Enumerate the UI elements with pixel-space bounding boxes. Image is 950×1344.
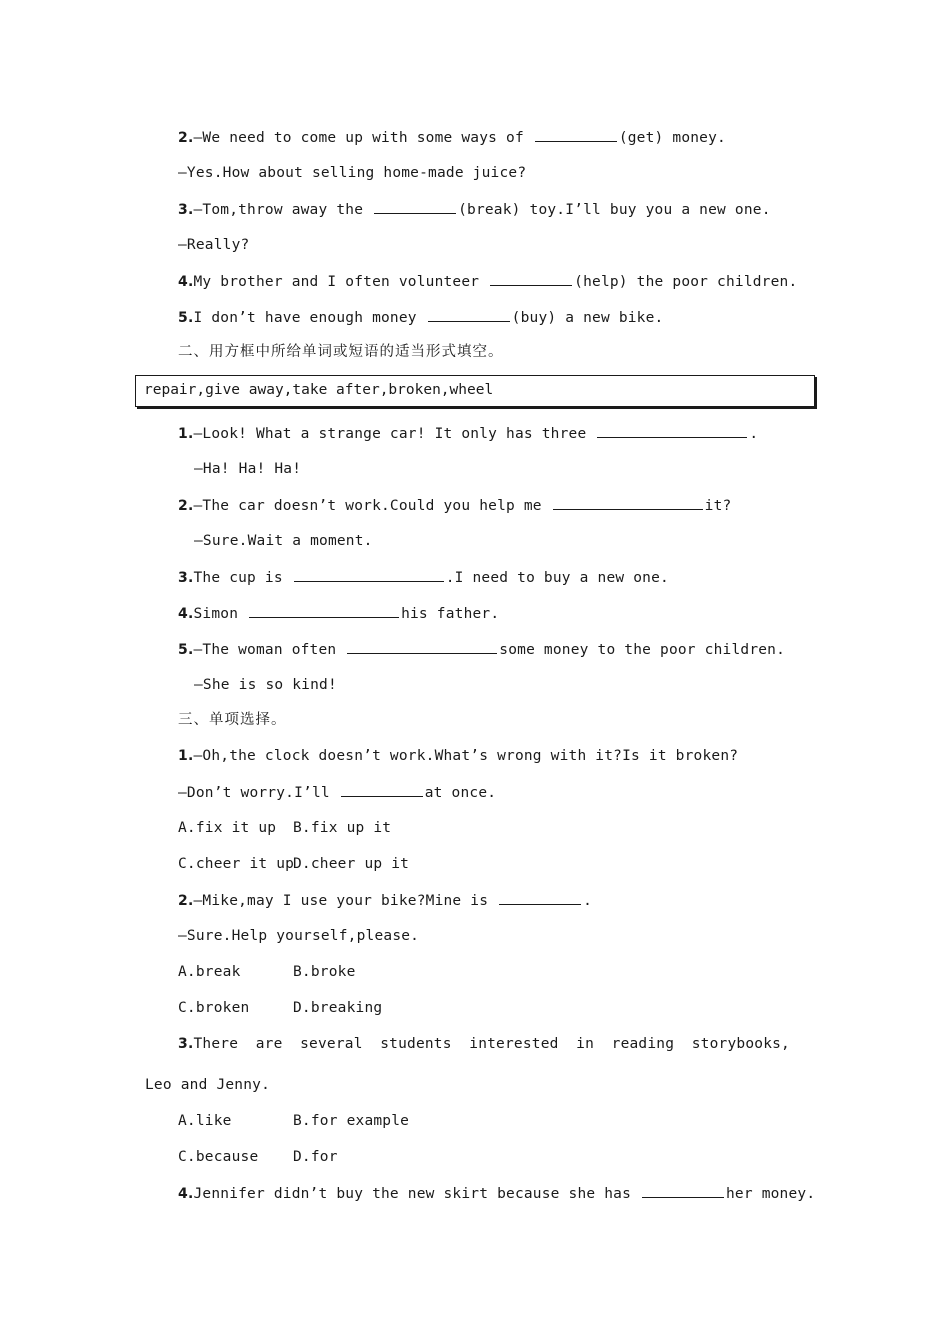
section2-heading: 二、用方框中所给单词或短语的适当形式填空。 <box>178 344 504 360</box>
option-d[interactable]: D.cheer up it <box>293 856 410 872</box>
word-box <box>135 375 815 407</box>
s3-q4-line: 4.Jennifer didn’t buy the new skirt because she has her money. <box>178 1183 815 1204</box>
answer-blank[interactable] <box>374 199 456 214</box>
s2-q5-reply: —She is so kind! <box>194 677 337 693</box>
option-d[interactable]: D.breaking <box>293 1000 383 1016</box>
word-box-text: repair,give away,take after,broken,wheel <box>144 382 494 398</box>
s1-q2-reply: —Yes.How about selling home-made juice? <box>178 165 527 181</box>
answer-blank[interactable] <box>428 307 510 322</box>
answer-blank[interactable] <box>249 603 399 618</box>
s1-q2-line: 2.—We need to come up with some ways of (get) money. <box>178 127 726 148</box>
s2-q4-line: 4.Simon his father. <box>178 603 499 624</box>
option-c[interactable]: C.because <box>178 1149 259 1165</box>
answer-blank[interactable] <box>499 890 581 905</box>
s3-q2-reply: —Sure.Help yourself,please. <box>178 928 420 944</box>
answer-blank[interactable] <box>341 782 423 797</box>
option-b[interactable]: B.fix up it <box>293 820 392 836</box>
s3-q1-options-ab <box>178 818 392 838</box>
s3-q3-options-ab <box>178 1111 410 1131</box>
answer-blank[interactable] <box>642 1183 724 1198</box>
answer-blank[interactable] <box>597 423 747 438</box>
option-a[interactable]: A.fix it up <box>178 820 277 836</box>
s1-q3-reply: —Really? <box>178 237 250 253</box>
s1-q4-line: 4.My brother and I often volunteer (help) the poor children. <box>178 271 797 292</box>
s3-q3-options-cd <box>178 1147 338 1167</box>
answer-blank[interactable] <box>553 495 703 510</box>
s3-q2-options-cd <box>178 998 383 1018</box>
s2-q2-reply: —Sure.Wait a moment. <box>194 533 373 549</box>
option-c[interactable]: C.cheer it up <box>178 856 295 872</box>
s2-q3-line: 3.The cup is .I need to buy a new one. <box>178 567 669 588</box>
option-d[interactable]: D.for <box>293 1149 338 1165</box>
option-b[interactable]: B.broke <box>293 964 356 980</box>
option-a[interactable]: A.like <box>178 1113 232 1129</box>
answer-blank[interactable] <box>294 567 444 582</box>
s2-q2-line: 2.—The car doesn’t work.Could you help me it? <box>178 495 731 516</box>
s3-q3-continuation: Leo and Jenny. <box>145 1077 271 1093</box>
s3-q2-line: 2.—Mike,may I use your bike?Mine is . <box>178 890 592 911</box>
option-c[interactable]: C.broken <box>178 1000 250 1016</box>
s2-q1-reply: —Ha! Ha! Ha! <box>194 461 302 477</box>
option-b[interactable]: B.for example <box>293 1113 410 1129</box>
s3-q1-line: 1.—Oh,the clock doesn’t work.What’s wrong with it?Is it broken? <box>178 748 739 764</box>
s2-q5-line: 5.—The woman often some money to the poor children. <box>178 639 785 660</box>
s3-q3-line: 3.There are several students interested in reading storybooks, <box>178 1036 790 1052</box>
s3-q1-options-cd <box>178 854 410 874</box>
answer-blank[interactable] <box>490 271 572 286</box>
answer-blank[interactable] <box>347 639 497 654</box>
answer-blank[interactable] <box>535 127 617 142</box>
option-a[interactable]: A.break <box>178 964 241 980</box>
s3-q2-options-ab <box>178 962 356 982</box>
s2-q1-line: 1.—Look! What a strange car! It only has three . <box>178 423 758 444</box>
s3-q1-reply: —Don’t worry.I’ll at once. <box>178 782 496 803</box>
section3-heading: 三、单项选择。 <box>178 712 287 728</box>
s1-q5-line: 5.I don’t have enough money (buy) a new bike. <box>178 307 663 328</box>
s1-q3-line: 3.—Tom,throw away the (break) toy.I’ll buy you a new one. <box>178 199 771 220</box>
